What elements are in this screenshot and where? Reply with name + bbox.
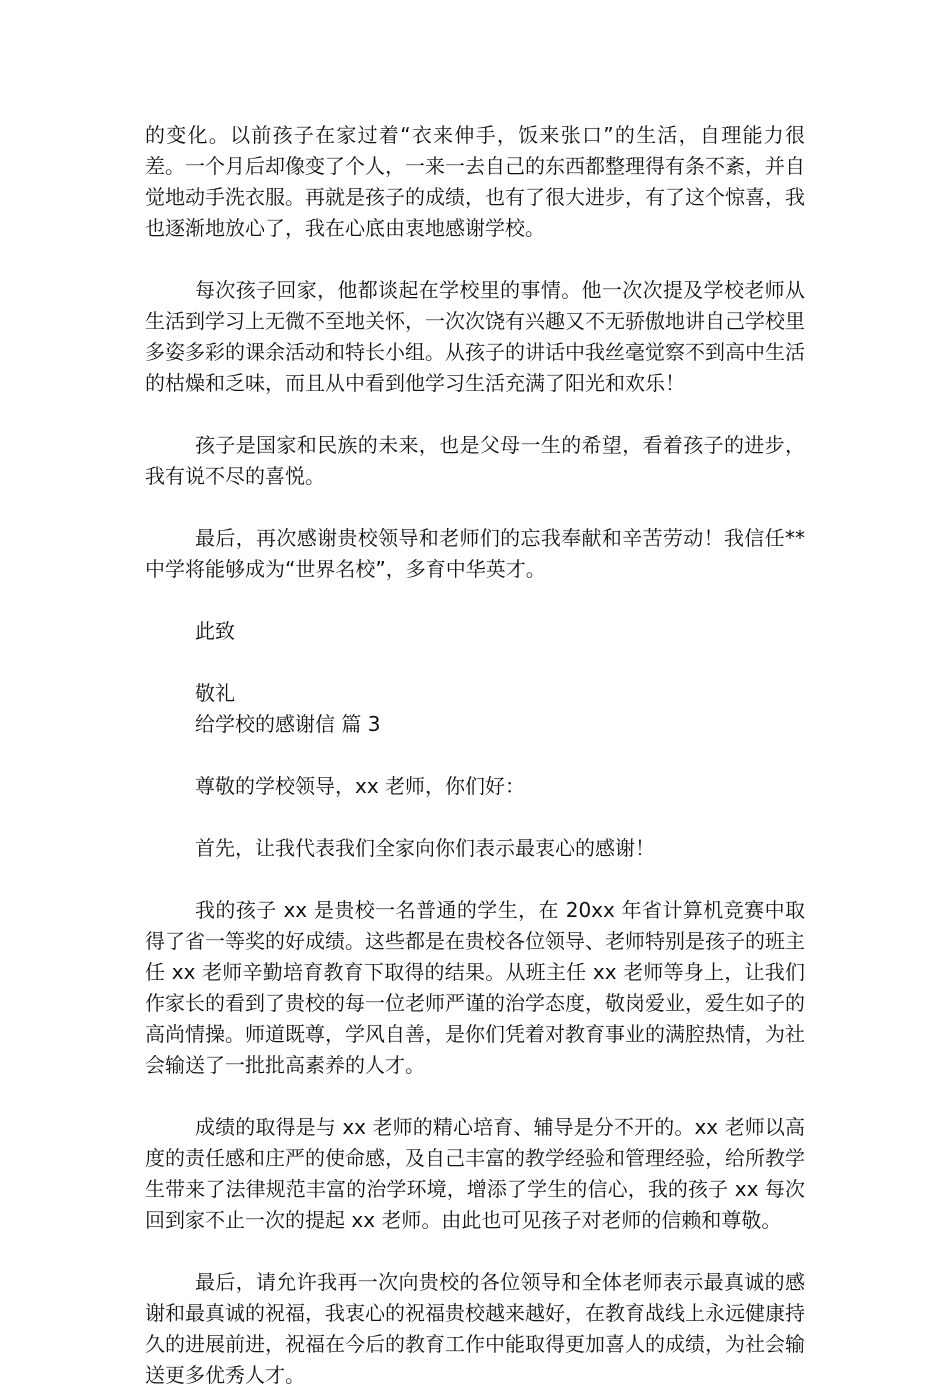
letter-greeting: 尊敬的学校领导，xx 老师，你们好： <box>195 774 526 798</box>
paragraph-gap <box>145 864 805 895</box>
paragraph-gap <box>145 1236 805 1267</box>
section-heading: 给学校的感谢信 篇 3 <box>195 712 381 736</box>
paragraph-closing-wishes: 最后，请允许我再一次向贵校的各位领导和全体老师表示最真诚的感谢和最真诚的祝福，我衷心的祝福贵校越来越好，在教育战线上永远健康持久的进展前进，祝福在今后的教育工作中能取得更加喜人的成绩，为社会输送更多优秀人才。 <box>145 1270 805 1387</box>
paragraph-continuation: 的变化。以前孩子在家过着“衣来伸手，饭来张口”的生活，自理能力很差。一个月后却像变了个人，一来一去自己的东西都整理得有条不紊，并自觉地动手洗衣服。再就是孩子的成绩，也有了很大进步，有了这个惊喜，我也逐渐地放心了，我在心底由衷地感谢学校。 <box>145 123 805 240</box>
paragraph-gap <box>145 244 805 275</box>
paragraph-final-thanks: 最后，再次感谢贵校领导和老师们的忘我奉献和辛苦劳动！我信任**中学将能够成为“世界名校”，多育中华英才。 <box>145 526 805 581</box>
paragraph-gap <box>145 740 805 771</box>
paragraph-opening-thanks: 首先，让我代表我们全家向你们表示最衷心的感谢！ <box>195 836 655 860</box>
closing-salutation: 此致 <box>195 619 235 643</box>
paragraph-child-at-school: 每次孩子回家，他都谈起在学校里的事情。他一次次提及学校老师从生活到学习上无微不至地关怀，一次次饶有兴趣又不无骄傲地讲自己学校里多姿多彩的课余活动和特长小组。从孩子的讲话中我丝毫觉察不到高中生活的枯燥和乏味，而且从中看到他学习生活充满了阳光和欢乐！ <box>145 278 805 395</box>
paragraph-gap <box>145 399 805 430</box>
paragraph-gap <box>145 585 805 616</box>
paragraph-gap <box>145 1081 805 1112</box>
paragraph-child-future: 孩子是国家和民族的未来，也是父母一生的希望，看着孩子的进步，我有说不尽的喜悦。 <box>145 433 805 488</box>
document-body <box>145 120 805 1391</box>
paragraph-gap <box>145 492 805 523</box>
paragraph-gap <box>145 647 805 678</box>
closing-regards: 敬礼 <box>195 681 235 705</box>
paragraph-achievement: 我的孩子 xx 是贵校一名普通的学生，在 20xx 年省计算机竞赛中取得了省一等奖的好成绩。这些都是在贵校各位领导、老师特别是孩子的班主任 xx 老师辛勤培育教育下取得的结果。从班主任 xx 老师等身上，让我们作家长的看到了贵校的每一位老师严谨的治学态度，敬岗爱业，爱生如子的高尚情操。师道既尊，学风自善，是你们凭着对教育事业的满腔热情，为社会输送了一批批高素养的人才。 <box>145 898 805 1077</box>
paragraph-gap <box>145 802 805 833</box>
paragraph-teacher-credit: 成绩的取得是与 xx 老师的精心培育、辅导是分不开的。xx 老师以高度的责任感和庄严的使命感，及自己丰富的教学经验和管理经验，给所教学生带来了法律规范丰富的治学环境，增添了学生的信心，我的孩子 xx 每次回到家不止一次的提起 xx 老师。由此也可见孩子对老师的信赖和尊敬。 <box>145 1115 805 1232</box>
